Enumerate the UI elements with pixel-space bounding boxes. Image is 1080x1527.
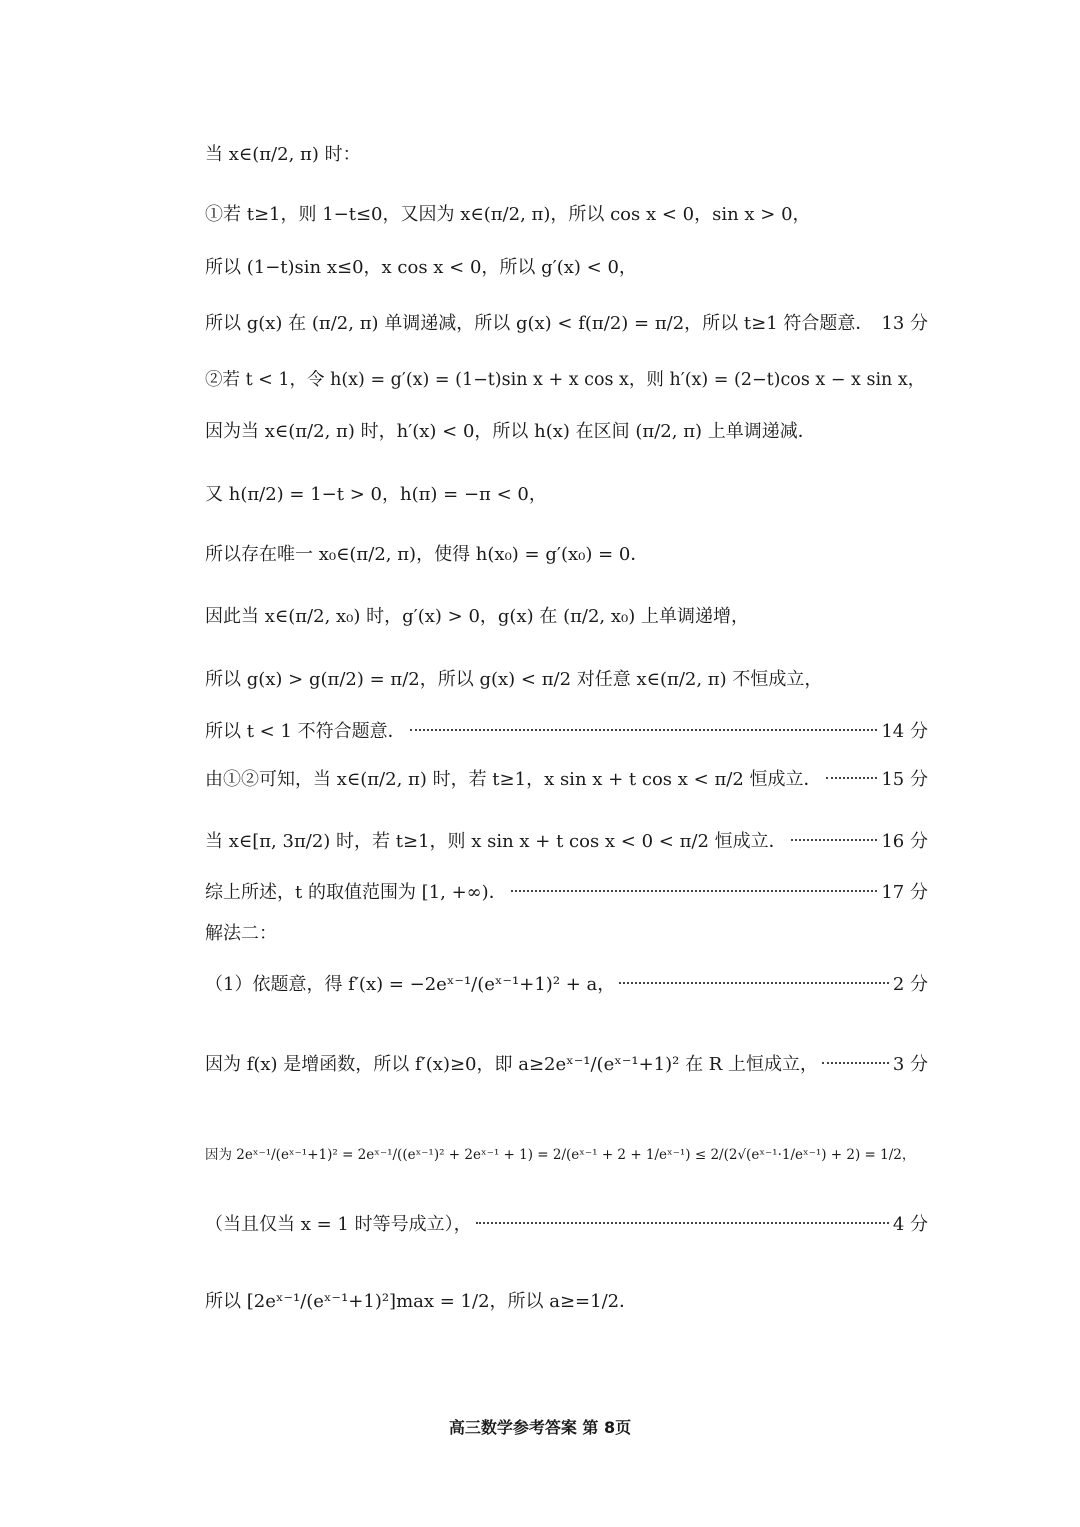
line-text: 所以 g(x) > g(π/2) = π/2，所以 g(x) < π/2 对任意 x∈(π/2, π) 不恒成立， (205, 669, 823, 690)
score-label: 16 分 (881, 831, 928, 852)
score-label: 13 分 (881, 313, 928, 334)
line-text: 因为 f(x) 是增函数，所以 f′(x)≥0，即 a≥2eˣ⁻¹/(eˣ⁻¹+1)² 在 R 上恒成立， (205, 1054, 819, 1075)
line-text: 因为当 x∈(π/2, π) 时，h′(x) < 0，所以 h(x) 在区间 (π/2, π) 上单调递减． (205, 421, 816, 442)
text-line (205, 958, 928, 1008)
text-line (205, 353, 928, 403)
text-line (205, 468, 928, 518)
line-text: 因此当 x∈(π/2, x₀) 时，g′(x) > 0，g(x) 在 (π/2, x₀) 上单调递增， (205, 606, 749, 627)
score-label: 4 分 (892, 1214, 928, 1235)
leader-dots (822, 1062, 889, 1064)
score-label: 14 分 (881, 721, 928, 742)
line-text: 当 x∈[π, 3π/2) 时，若 t≥1，则 x sin x + t cos x < 0 < π/2 恒成立． (205, 831, 787, 852)
line-text: 因为 2eˣ⁻¹/(eˣ⁻¹+1)² = 2eˣ⁻¹/((eˣ⁻¹)² + 2eˣ⁻¹ + 1) = 2/(eˣ⁻¹ + 2 + 1/eˣ⁻¹) ≤ 2/(2√(eˣ⁻¹·1/eˣ⁻¹) + 2) = 1/2， (205, 1147, 916, 1163)
line-text: 综上所述，t 的取值范围为 [1, +∞)． (205, 882, 507, 903)
line-text: 所以 g(x) 在 (π/2, π) 单调递减，所以 g(x) < f(π/2) = π/2，所以 t≥1 符合题意． (205, 313, 874, 334)
leader-dots (619, 982, 889, 984)
line-text: （当且仅当 x = 1 时等号成立）， (205, 1214, 472, 1235)
text-line (205, 297, 928, 347)
leader-dots (410, 729, 878, 731)
line-text: 由①②可知，当 x∈(π/2, π) 时，若 t≥1，x sin x + t cos x < π/2 恒成立． (205, 769, 822, 790)
text-line (205, 907, 928, 957)
text-line (205, 405, 928, 455)
text-line (205, 188, 928, 238)
text-line (205, 528, 928, 578)
line-text: 所以 (1−t)sin x≤0，x cos x < 0，所以 g′(x) < 0， (205, 257, 637, 278)
text-line (205, 590, 928, 640)
text-line (205, 128, 928, 178)
score-label: 2 分 (892, 974, 928, 995)
line-text: （1）依题意，得 f′(x) = −2eˣ⁻¹/(eˣ⁻¹+1)² + a， (205, 974, 616, 995)
line-text: 解法二： (205, 923, 277, 944)
line-text: 又 h(π/2) = 1−t > 0，h(π) = −π < 0， (205, 484, 547, 505)
line-text: ②若 t < 1，令 h(x) = g′(x) = (1−t)sin x + x cos x，则 h′(x) = (2−t)cos x − x sin x， (205, 369, 926, 390)
leader-dots (826, 777, 878, 779)
score-label: 3 分 (892, 1054, 928, 1075)
text-line (205, 753, 928, 803)
score-label: 17 分 (881, 882, 928, 903)
line-text: ①若 t≥1，则 1−t≤0，又因为 x∈(π/2, π)，所以 cos x < 0，sin x > 0， (205, 204, 811, 225)
page-footer: 高三数学参考答案 第 8页 (448, 1418, 632, 1437)
text-line (205, 653, 928, 703)
line-text: 所以存在唯一 x₀∈(π/2, π)，使得 h(x₀) = g′(x₀) = 0． (205, 544, 649, 565)
text-line (205, 1038, 928, 1088)
leader-dots (791, 839, 878, 841)
leader-dots (511, 890, 878, 892)
line-text: 当 x∈(π/2, π) 时： (205, 144, 361, 165)
text-line (205, 815, 928, 865)
score-label: 15 分 (881, 769, 928, 790)
text-line (205, 1128, 928, 1178)
leader-dots (476, 1222, 889, 1224)
line-text: 所以 [2eˣ⁻¹/(eˣ⁻¹+1)²]max = 1/2，所以 a≥=1/2． (205, 1291, 638, 1312)
text-line (205, 241, 928, 291)
text-line (205, 1198, 928, 1248)
text-line (205, 705, 928, 755)
text-line (205, 1275, 928, 1325)
line-text: 所以 t < 1 不符合题意． (205, 721, 406, 742)
